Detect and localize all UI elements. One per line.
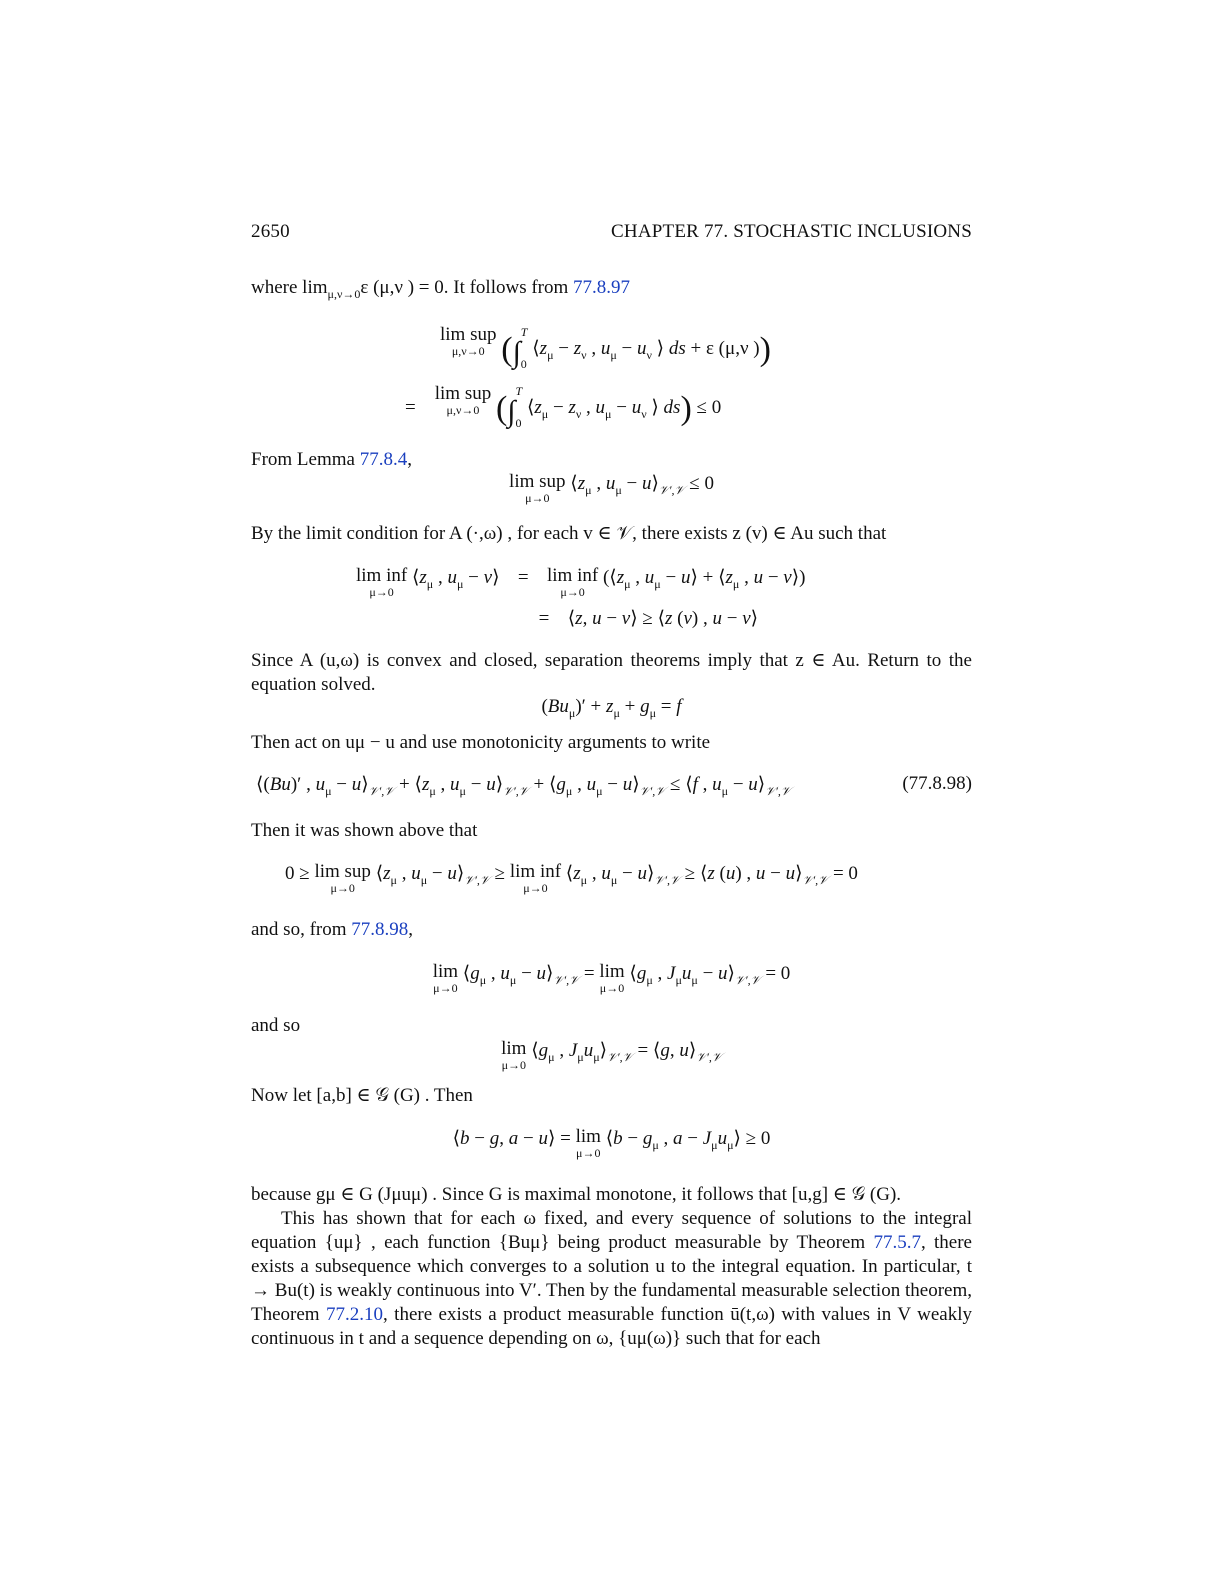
equation-77-8-98: ⟨(Bu)′ , $u_\mu$ − $u⟩_{𝒱',𝒱}$ + $⟨z_\mu$ , $u_\mu$ − $u⟩_{𝒱',𝒱}$ + $⟨g_\mu$ , $u_\mu$ − $u⟩_{𝒱',𝒱}$ ≤ ⟨f , $u_\mu$ − $u⟩_{𝒱',𝒱}$ xyxy=(256,774,791,798)
page-number: 2650 xyxy=(251,221,290,242)
equation-link-98[interactable]: 77.8.98 xyxy=(351,919,409,940)
running-header: CHAPTER 77. STOCHASTIC INCLUSIONS xyxy=(611,221,972,242)
equation-g-limit: lim μ→0 $⟨g_\mu$ , $u_\mu$ − $u⟩_{𝒱',𝒱} = \lim$ μ→0 $⟨g_\mu$ , $J_\mu u_\mu$ − $u⟩_{𝒱',𝒱} = 0$ xyxy=(432,961,791,995)
equation-liminf-2: = ⟨z, u − v⟩ ≥ ⟨z (v) , u − v⟩ xyxy=(538,608,759,629)
equation-b-g: ⟨b − g, a − u⟩ = lim μ→0 ⟨b − $g_\mu$ , $a - J_\mu u_\mu⟩ \ge 0$ xyxy=(452,1126,771,1160)
paragraph-intro: where $\lim_{\mu,\nu\to 0}\varepsilon$ (μ,ν ) = 0. It follows from 77.8.97 xyxy=(251,277,631,301)
paragraph-and-so: and so xyxy=(251,1015,301,1036)
paragraph-shown-above: Then it was shown above that xyxy=(251,820,478,841)
theorem-link-77-2-10[interactable]: 77.2.10 xyxy=(326,1304,383,1325)
equation-g-u: lim μ→0 $⟨g_\mu$ , $J_\mu u_\mu⟩_{𝒱',𝒱}$ = ⟨g, $u⟩_{𝒱',𝒱}$ xyxy=(501,1038,722,1072)
paragraph-and-so-from: and so, from 77.8.98, xyxy=(251,919,414,940)
equation-limsup-z: lim sup μ→0 $⟨z_\mu$ , $u_\mu$ − $u⟩_{𝒱',𝒱} \le 0$ xyxy=(509,471,714,505)
lemma-link[interactable]: 77.8.4 xyxy=(359,449,408,470)
paragraph-lemma: From Lemma 77.8.4, xyxy=(251,449,412,470)
equation-limsup-1: lim sup μ,ν→0 ($\int_0^T$ $⟨z_\mu - z_\nu$ , $u_\mu - u_\nu$ ⟩ ds + ε (μ,ν )) xyxy=(440,324,771,371)
equation-chain: 0 ≥ lim sup μ→0 $⟨z_\mu$ , $u_\mu$ − $u⟩_{𝒱',𝒱} \ge \lim$ inf μ→0 $⟨z_\mu$ , $u_\mu$ − $u⟩_{𝒱',𝒱}$ ≥ ⟨z (u) , $u - u⟩_{𝒱',𝒱} = 0$ xyxy=(285,861,858,895)
paragraph-because: because gμ ∈ G (Jμuμ) . Since G is maximal monotone, it follows that [u,g] ∈ 𝒢 (G). xyxy=(251,1184,902,1205)
paragraph-conclusion: This has shown that for each ω fixed, and every sequence of solutions to the integral equation {uμ} , each function {Buμ} being product measurable by Theorem 77.5.7, there exists a subsequence which converges to a solution u to the integral equation. In particular, t → Bu(t) is weakly continuous into V′. Then by the fundamental measurable selection theorem, Theorem 77.2.10, there exists a product measurable function ū(t,ω) with values in V weakly continuous in t and a sequence depending on ω, {uμ(ω)} such that for each xyxy=(251,1208,972,1349)
equation-link[interactable]: 77.8.97 xyxy=(573,277,631,298)
equation-number: (77.8.98) xyxy=(902,773,972,794)
paragraph-act-on: Then act on uμ − u and use monotonicity arguments to write xyxy=(251,732,711,753)
theorem-link-77-5-7[interactable]: 77.5.7 xyxy=(873,1232,921,1253)
paragraph-limit-condition: By the limit condition for A (·,ω) , for each v ∈ 𝒱, there exists z (v) ∈ Au such that xyxy=(251,523,887,544)
paragraph-separation: Since A (u,ω) is convex and closed, separation theorems imply that z ∈ Au. Return to the equation solved. xyxy=(251,650,972,695)
equation-solved: $(Bu_\mu)' + z_\mu + g_\mu = f$ xyxy=(541,696,682,720)
paragraph-now-let: Now let [a,b] ∈ 𝒢 (G) . Then xyxy=(251,1085,473,1106)
equation-limsup-2: = lim sup μ,ν→0 ($\int_0^T$ $⟨z_\mu - z_\nu$ , $u_\mu - u_\nu$ ⟩ ds) ≤ 0 xyxy=(405,383,722,430)
equation-liminf-1: lim inf μ→0 $⟨z_\mu$ , $u_\mu$ − v⟩ = lim inf μ→0 ($⟨z_\mu$ , $u_\mu$ − u⟩ + $⟨z_\mu$ , u − v⟩) xyxy=(356,565,806,599)
